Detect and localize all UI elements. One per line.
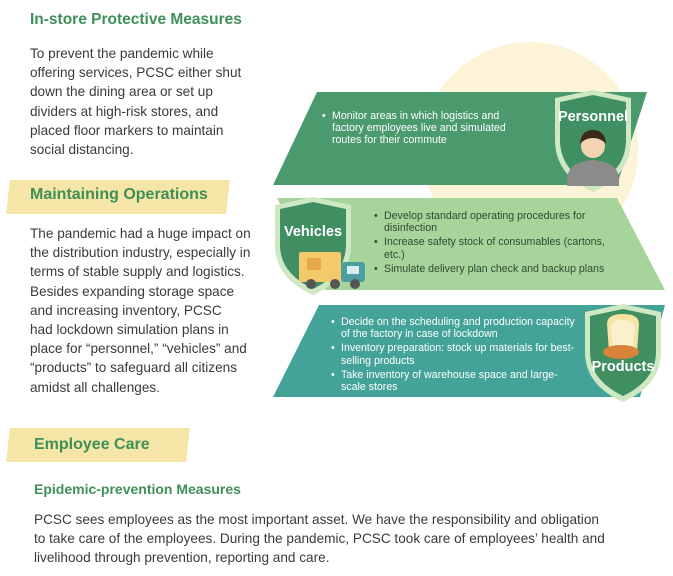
personnel-bullet: • Monitor areas in which logistics and factory employees live and simulated routes for their commute [322,110,510,147]
bread-icon [603,314,639,359]
vehicles-bullet: • Simulate delivery plan check and backup plans [374,263,614,275]
operations-line: The pandemic had a huge impact on [30,226,251,241]
vehicles-bullet: • Develop standard operating procedures for disinfection [374,210,614,234]
instore-line: placed floor markers to maintain [30,122,224,138]
operations-line: amidst all challenges. [30,379,160,395]
products-bullet: • Decide on the scheduling and production capacity of the factory in case of lockdown [331,316,575,340]
vehicles-bullets [374,210,614,277]
operations-line: “products” to safeguard all citizens [30,360,238,376]
employee-care-line: livelihood through prevention, reporting and care. [34,550,330,565]
epidemic-prevention-subheading: Epidemic-prevention Measures [34,481,241,497]
personnel-label: Personnel [557,109,629,125]
employee-care-line: PCSC sees employees as the most important asset. We have the responsibility and obligation [34,512,599,527]
products-bullet: • Take inventory of warehouse space and large-scale stores [331,369,575,393]
employee-care-line: to take care of the employees. During the pandemic, PCSC took care of employees’ health and [34,531,605,546]
operations-line: Besides expanding storage space [30,283,235,299]
employee-care-heading: Employee Care [34,436,150,453]
products-label: Products [591,359,655,375]
instore-line: dividers at high-risk stores, and [30,103,219,119]
operations-line: place for “personnel,” “vehicles” and [30,341,247,357]
lockdown-simulation-infographic [255,40,673,410]
operations-line: terms of stable supply and logistics. [30,264,245,280]
instore-line: social distancing. [30,142,134,158]
personnel-bullets [322,110,510,149]
instore-paragraph [30,44,255,159]
products-bullet: • Inventory preparation: stock up materials for best-selling products [331,342,575,366]
employee-care-paragraph [34,510,664,567]
operations-heading: Maintaining Operations [30,186,208,203]
instore-line: To prevent the pandemic while [30,46,214,61]
instore-line: down the dining area or set up [30,84,213,100]
operations-line: had lockdown simulation plans in [30,322,229,338]
instore-heading: In-store Protective Measures [30,11,242,28]
instore-line: offering services, PCSC either shut [30,65,242,81]
operations-line: the distribution industry, especially in [30,245,251,261]
products-bullets [331,316,575,395]
vehicles-label: Vehicles [283,224,343,240]
operations-paragraph [30,224,255,397]
operations-line: and increasing inventory, PCSC [30,302,222,318]
vehicles-bullet: • Increase safety stock of consumables (cartons, etc.) [374,236,614,260]
